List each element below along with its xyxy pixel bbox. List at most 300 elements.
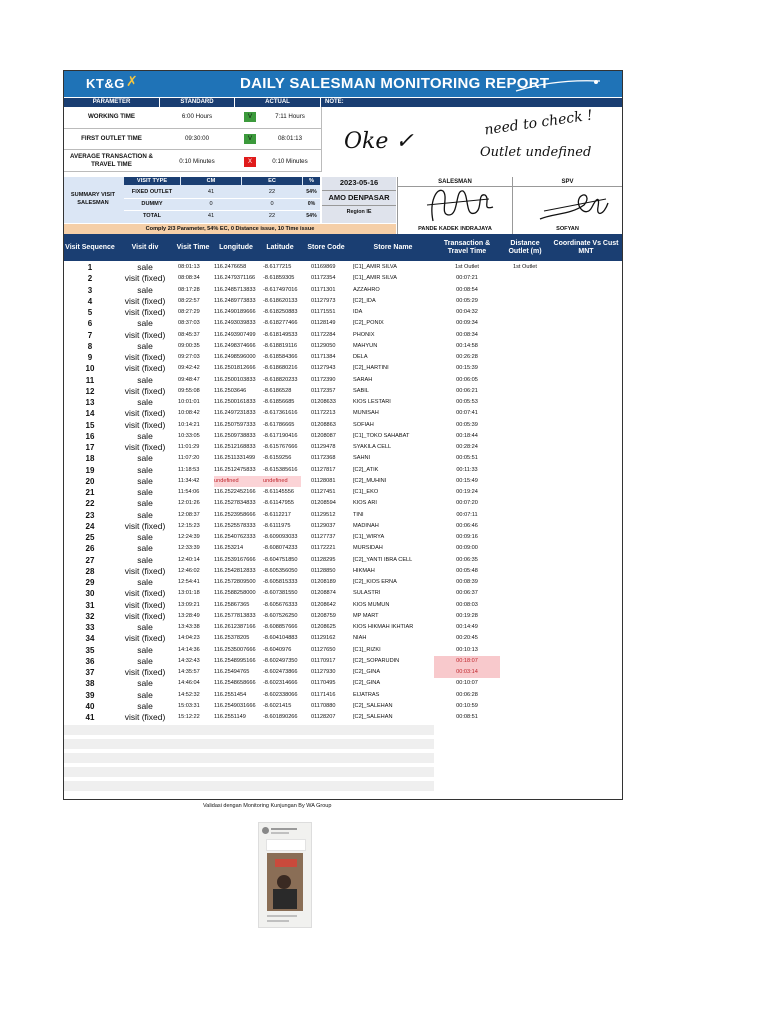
cell-visit-div: sale bbox=[137, 284, 153, 295]
cell-distance-outlet bbox=[500, 431, 550, 442]
cell-visit-div: visit (fixed) bbox=[124, 307, 166, 317]
table-row bbox=[64, 262, 622, 273]
cell-distance-outlet bbox=[500, 555, 550, 566]
cell-transaction-travel: 00:18:07 bbox=[434, 656, 500, 667]
cell-transaction-travel: 00:15:49 bbox=[456, 477, 478, 484]
cell-visit-div: visit (fixed) bbox=[124, 329, 166, 340]
summary-head-ec: EC bbox=[242, 177, 302, 185]
cell-visit-sequence: 36 bbox=[85, 656, 95, 666]
table-row bbox=[64, 420, 622, 431]
cell-transaction-travel: 00:04:32 bbox=[456, 309, 478, 315]
cell-distance-outlet bbox=[500, 622, 550, 633]
cell-transaction-travel: 00:11:33 bbox=[456, 466, 478, 473]
cell-transaction-travel: 00:07:21 bbox=[456, 275, 478, 282]
summary-type-dummy: DUMMY bbox=[141, 201, 163, 207]
cell-visit-sequence: 32 bbox=[85, 611, 95, 621]
cell-store-name: PHONIX bbox=[353, 331, 375, 338]
cell-longitude: 116.2509738833 bbox=[214, 432, 256, 439]
col-store-code: Store Code bbox=[307, 243, 345, 251]
table-row bbox=[64, 577, 622, 588]
cell-store-code: 01129037 bbox=[311, 522, 336, 529]
cell-distance-outlet bbox=[500, 577, 550, 588]
cell-store-name: [C2]_GINA bbox=[353, 680, 381, 687]
cell-store-code: 01208189 bbox=[311, 579, 336, 585]
cell-distance-outlet bbox=[500, 712, 550, 723]
cell-store-code: 01129478 bbox=[311, 444, 336, 450]
col-transaction-travel: Transaction & Travel Time bbox=[443, 239, 491, 255]
cell-longitude: 116.2493039833 bbox=[214, 320, 256, 327]
cell-store-code: 01208863 bbox=[311, 421, 336, 428]
cell-visit-time: 14:52:32 bbox=[178, 691, 200, 698]
area-name: AMO DENPASAR bbox=[328, 193, 390, 202]
cell-store-code: 01127817 bbox=[311, 466, 336, 473]
cell-visit-time: 13:01:18 bbox=[178, 590, 200, 597]
cell-store-code: 01127930 bbox=[311, 669, 336, 675]
param-label-first-outlet: FIRST OUTLET TIME bbox=[81, 135, 142, 142]
cell-visit-sequence: 3 bbox=[87, 285, 93, 295]
cell-longitude: 116.2485713833 bbox=[214, 286, 256, 293]
cell-visit-sequence: 8 bbox=[87, 341, 93, 351]
cell-visit-div: sale bbox=[137, 689, 153, 700]
table-row bbox=[64, 375, 622, 386]
cell-distance-outlet bbox=[500, 307, 550, 318]
divider bbox=[321, 107, 322, 172]
validation-caption: Validasi dengan Monitoring Kunjungan By WA Group bbox=[203, 803, 332, 809]
param-label-working-time: WORKING TIME bbox=[87, 113, 136, 120]
cell-visit-sequence: 14 bbox=[85, 409, 95, 419]
table-row bbox=[64, 690, 622, 701]
table-row bbox=[64, 408, 622, 419]
cell-latitude: -8.618820233 bbox=[263, 376, 298, 383]
cell-store-code: 01171384 bbox=[311, 354, 336, 360]
cell-visit-time: 14:14:36 bbox=[178, 646, 200, 653]
cell-longitude: 116.2527834833 bbox=[214, 500, 256, 507]
cell-latitude: -8.6186528 bbox=[263, 387, 292, 394]
param-standard-first-outlet: 09:30:00 bbox=[184, 135, 210, 142]
cell-distance-outlet bbox=[500, 341, 550, 352]
cell-visit-sequence: 25 bbox=[85, 533, 95, 542]
col-latitude: Latitude bbox=[266, 243, 294, 251]
cell-store-code: 01208594 bbox=[311, 500, 336, 507]
cell-longitude: undefined bbox=[214, 476, 264, 487]
cell-store-code: 01170495 bbox=[311, 680, 336, 687]
cell-distance-outlet bbox=[500, 611, 550, 622]
cell-visit-div: visit (fixed) bbox=[124, 610, 166, 621]
table-row bbox=[64, 476, 622, 487]
cell-visit-time: 11:54:06 bbox=[178, 489, 200, 495]
summary-cm-total: 41 bbox=[207, 213, 215, 219]
table-row bbox=[64, 386, 622, 397]
cell-visit-sequence: 31 bbox=[85, 600, 95, 610]
cell-latitude: -8.607526250 bbox=[263, 612, 298, 619]
cell-latitude: -8.61786665 bbox=[263, 421, 295, 428]
cell-visit-time: 13:43:38 bbox=[178, 624, 200, 630]
cell-visit-div: visit (fixed) bbox=[124, 588, 166, 599]
cell-visit-sequence: 21 bbox=[85, 488, 95, 497]
cell-latitude: -8.605815333 bbox=[263, 579, 298, 585]
cell-store-code: 01127650 bbox=[311, 646, 336, 653]
cell-visit-sequence: 39 bbox=[85, 690, 95, 700]
cell-transaction-travel: 00:09:16 bbox=[456, 534, 478, 540]
cell-latitude: -8.6177215 bbox=[263, 264, 292, 270]
cell-visit-time: 08:22:57 bbox=[178, 297, 200, 304]
cell-visit-time: 12:08:37 bbox=[178, 511, 200, 518]
table-row bbox=[64, 667, 622, 678]
summary-ec-total: 22 bbox=[268, 213, 276, 219]
cell-latitude: -8.607381550 bbox=[263, 590, 298, 597]
empty-row bbox=[64, 781, 434, 791]
cell-transaction-travel: 00:08:54 bbox=[456, 286, 478, 293]
cell-transaction-travel: 00:14:58 bbox=[456, 342, 478, 349]
table-row bbox=[64, 363, 622, 374]
table-row bbox=[64, 318, 622, 329]
cell-store-name: [C2]_KIOS ERNA bbox=[353, 579, 397, 585]
cell-latitude: -8.6111975 bbox=[263, 522, 291, 529]
comply-summary: Comply 2/3 Parameter, 54% EC, 0 Distance issue, 10 Time issue bbox=[64, 224, 396, 234]
person-head bbox=[277, 875, 291, 889]
cell-latitude: -8.6159256 bbox=[263, 455, 292, 462]
table-row bbox=[64, 622, 622, 633]
store-sign bbox=[275, 859, 297, 867]
cell-transaction-travel: 00:07:11 bbox=[456, 511, 478, 518]
cell-visit-time: 11:18:53 bbox=[178, 466, 200, 473]
cell-store-code: 01171301 bbox=[311, 286, 336, 293]
cell-visit-div: visit (fixed) bbox=[124, 408, 166, 419]
cell-visit-time: 12:54:41 bbox=[178, 579, 200, 585]
cell-latitude: -8.604751850 bbox=[263, 556, 298, 563]
summary-ec-dummy: 0 bbox=[270, 201, 274, 207]
cell-transaction-travel: 00:20:45 bbox=[456, 635, 478, 642]
cell-store-code: 01172390 bbox=[311, 376, 336, 383]
cell-distance-outlet bbox=[500, 645, 550, 656]
table-row bbox=[64, 645, 622, 656]
cell-latitude: -8.602338066 bbox=[263, 691, 298, 698]
cell-store-code: 01172354 bbox=[311, 275, 336, 282]
cell-transaction-travel: 00:10:13 bbox=[456, 646, 478, 653]
col-store-name: Store Name bbox=[373, 243, 413, 251]
cell-visit-div: sale bbox=[137, 262, 153, 272]
cell-transaction-travel: 00:05:48 bbox=[456, 567, 478, 574]
cell-visit-div: sale bbox=[137, 622, 153, 632]
cell-visit-sequence: 1 bbox=[87, 263, 93, 272]
cell-longitude: 116.2507597333 bbox=[214, 421, 256, 428]
cell-longitude: 116.2577813833 bbox=[214, 612, 256, 619]
cell-visit-sequence: 28 bbox=[85, 566, 95, 576]
cell-visit-time: 14:35:57 bbox=[178, 669, 200, 675]
cell-visit-sequence: 11 bbox=[85, 375, 95, 385]
cell-visit-sequence: 16 bbox=[85, 431, 95, 441]
cell-distance-outlet bbox=[500, 600, 550, 611]
table-row bbox=[64, 442, 622, 453]
cell-transaction-travel: 00:14:49 bbox=[456, 624, 478, 630]
divider bbox=[124, 198, 320, 199]
table-row bbox=[64, 352, 622, 363]
cell-visit-div: sale bbox=[137, 644, 153, 655]
cell-transaction-travel: 00:03:14 bbox=[434, 667, 500, 678]
cell-visit-div: visit (fixed) bbox=[124, 363, 166, 374]
cell-visit-sequence: 35 bbox=[85, 645, 95, 655]
cell-visit-div: visit (fixed) bbox=[124, 520, 166, 531]
cell-store-name: [C1]_TOKO SAHABAT bbox=[353, 432, 410, 439]
cell-transaction-travel: 00:07:20 bbox=[456, 500, 478, 507]
cell-longitude: 116.2512168833 bbox=[214, 444, 256, 450]
cell-visit-sequence: 19 bbox=[85, 465, 95, 475]
divider bbox=[124, 210, 320, 211]
param-header-note: NOTE: bbox=[321, 98, 622, 107]
cell-longitude: 116.2500103833 bbox=[214, 376, 256, 383]
chat-photo bbox=[267, 853, 303, 911]
cell-store-name: [C2]_GINA bbox=[353, 669, 381, 675]
cell-visit-time: 15:03:31 bbox=[178, 702, 200, 709]
cell-store-name: [C2]_YANTI IBRA CELL bbox=[353, 556, 413, 563]
cell-visit-time: 08:37:03 bbox=[178, 320, 200, 327]
cell-transaction-travel: 00:06:21 bbox=[456, 387, 478, 394]
cell-transaction-travel: 00:19:24 bbox=[456, 489, 478, 495]
cell-store-code: 01129162 bbox=[311, 635, 336, 642]
cell-latitude: -8.615767666 bbox=[263, 444, 298, 450]
cell-transaction-travel: 00:10:59 bbox=[456, 702, 478, 709]
cell-visit-sequence: 24 bbox=[85, 521, 95, 531]
cell-visit-sequence: 4 bbox=[87, 296, 93, 306]
cell-visit-div: sale bbox=[137, 430, 153, 441]
cell-distance-outlet: 1st Outlet bbox=[513, 264, 537, 270]
cell-visit-time: 08:27:29 bbox=[178, 309, 200, 315]
cell-transaction-travel: 00:28:24 bbox=[456, 444, 478, 450]
table-row bbox=[64, 521, 622, 532]
cell-visit-time: 12:40:14 bbox=[178, 556, 200, 563]
cell-latitude: -8.6021415 bbox=[263, 702, 292, 709]
cell-transaction-travel: 00:18:44 bbox=[456, 432, 478, 439]
cell-longitude: 116.2548658666 bbox=[214, 680, 256, 687]
cell-transaction-travel: 00:26:28 bbox=[456, 354, 478, 360]
cell-visit-time: 13:09:21 bbox=[178, 601, 200, 608]
cell-store-code: 01128207 bbox=[311, 714, 336, 720]
cell-visit-sequence: 23 bbox=[85, 510, 95, 520]
avatar bbox=[262, 827, 269, 834]
cell-store-name: [C2]_ATIK bbox=[353, 466, 379, 473]
param-flag-avg-transaction: X bbox=[244, 157, 256, 167]
cell-distance-outlet bbox=[500, 656, 550, 667]
cell-longitude: 116.2551149 bbox=[214, 714, 246, 720]
cell-visit-div: sale bbox=[137, 498, 153, 509]
divider bbox=[322, 205, 396, 206]
cell-visit-div: sale bbox=[137, 509, 153, 520]
cell-longitude: 116.2523958666 bbox=[214, 511, 256, 518]
cell-visit-sequence: 34 bbox=[85, 634, 95, 644]
cell-store-code: 01128295 bbox=[311, 556, 336, 563]
cell-distance-outlet bbox=[500, 510, 550, 521]
cell-transaction-travel: 00:09:34 bbox=[456, 320, 478, 327]
table-row bbox=[64, 498, 622, 509]
cell-transaction-travel: 00:05:39 bbox=[456, 421, 478, 428]
cell-latitude: undefined bbox=[263, 476, 301, 487]
cell-latitude: -8.617497016 bbox=[263, 286, 298, 293]
cell-store-name: TINI bbox=[353, 511, 364, 518]
company-logo: KT&G bbox=[86, 76, 125, 91]
cell-store-name: [C2]_SOPARUDIN bbox=[353, 657, 400, 664]
cell-visit-time: 14:46:04 bbox=[178, 680, 200, 687]
cell-store-code: 01172368 bbox=[311, 455, 336, 462]
cell-latitude: -8.618277466 bbox=[263, 320, 298, 327]
cell-transaction-travel: 00:06:05 bbox=[456, 376, 478, 383]
cell-distance-outlet bbox=[500, 476, 550, 487]
chat-text-line bbox=[267, 920, 289, 922]
cell-visit-div: sale bbox=[137, 340, 153, 351]
cell-visit-time: 10:08:42 bbox=[178, 410, 200, 417]
cell-transaction-travel: 00:08:39 bbox=[456, 579, 478, 585]
cell-store-name: EIJATRAS bbox=[353, 691, 380, 698]
cell-visit-sequence: 12 bbox=[85, 386, 95, 396]
cell-visit-time: 08:01:13 bbox=[178, 264, 200, 270]
cell-distance-outlet bbox=[500, 420, 550, 431]
cell-longitude: 116.2489773833 bbox=[214, 297, 256, 304]
cell-longitude: 116.2501812666 bbox=[214, 365, 256, 372]
cell-visit-div: sale bbox=[137, 475, 153, 486]
cell-visit-div: visit (fixed) bbox=[124, 599, 166, 610]
cell-latitude: -8.615385616 bbox=[263, 466, 298, 473]
cell-latitude: -8.602314666 bbox=[263, 680, 298, 687]
chat-text-line bbox=[271, 828, 297, 830]
cell-longitude: 116.2588258000 bbox=[214, 590, 256, 597]
cell-longitude: 116.25494765 bbox=[214, 669, 250, 675]
cell-store-name: SABIL bbox=[353, 387, 369, 394]
cell-latitude: -8.605676333 bbox=[263, 601, 298, 608]
cell-store-name: KIOS LESTARI bbox=[353, 399, 391, 405]
cell-store-code: 01170880 bbox=[311, 702, 336, 709]
cell-store-code: 01172357 bbox=[311, 387, 336, 394]
cell-visit-sequence: 37 bbox=[85, 668, 95, 677]
cell-distance-outlet bbox=[500, 296, 550, 307]
chat-text-line bbox=[267, 915, 297, 917]
param-actual-avg-transaction: 0:10 Minutes bbox=[272, 158, 308, 165]
cell-store-name: KIOS HIKMAH IKHTIAR bbox=[353, 624, 414, 630]
param-label-avg-transaction: AVERAGE TRANSACTION & TRAVEL TIME bbox=[69, 153, 154, 168]
cell-store-code: 01172284 bbox=[311, 331, 336, 338]
col-visit-sequence: Visit Sequence bbox=[65, 243, 115, 251]
cell-visit-time: 12:33:39 bbox=[178, 545, 200, 552]
table-row bbox=[64, 510, 622, 521]
region-name: Region IE bbox=[346, 209, 372, 215]
logo-swoosh-icon: ✗ bbox=[126, 73, 138, 89]
table-row bbox=[64, 588, 622, 599]
salesman-name: PANDE KADEK INDRAJAYA bbox=[418, 226, 492, 232]
cell-visit-time: 09:48:47 bbox=[178, 376, 200, 383]
table-row bbox=[64, 487, 622, 498]
cell-store-code: 01129050 bbox=[311, 342, 336, 349]
cell-visit-time: 08:17:28 bbox=[178, 286, 200, 293]
cell-store-code: 01171551 bbox=[311, 309, 336, 315]
param-header-parameter: PARAMETER bbox=[64, 98, 159, 107]
summary-pct-dummy: 0% bbox=[307, 201, 316, 207]
summary-cm-dummy: 0 bbox=[209, 201, 213, 207]
cell-distance-outlet bbox=[500, 397, 550, 408]
cell-store-code: 01129512 bbox=[311, 511, 336, 518]
spv-head: SPV bbox=[561, 179, 574, 185]
empty-row bbox=[64, 753, 434, 763]
chat-bubble bbox=[266, 839, 306, 851]
cell-transaction-travel: 00:09:00 bbox=[456, 545, 478, 552]
cell-store-code: 01128081 bbox=[311, 477, 336, 484]
cell-store-name: AZZAHRO bbox=[353, 286, 380, 293]
col-longitude: Longitude bbox=[219, 243, 253, 251]
cell-latitude: -8.601890266 bbox=[263, 714, 298, 720]
cell-visit-sequence: 10 bbox=[85, 364, 95, 374]
cell-visit-sequence: 33 bbox=[85, 623, 95, 632]
cell-longitude: 116.2548995166 bbox=[214, 657, 256, 664]
param-header-actual: ACTUAL bbox=[235, 98, 320, 107]
cell-latitude: -8.61147955 bbox=[263, 500, 295, 507]
cell-distance-outlet bbox=[500, 408, 550, 419]
table-row bbox=[64, 543, 622, 554]
table-row bbox=[64, 285, 622, 296]
cell-visit-sequence: 40 bbox=[85, 701, 95, 711]
table-row bbox=[64, 678, 622, 689]
cell-latitude: -8.618250883 bbox=[263, 309, 298, 315]
cell-store-name: MADINAH bbox=[353, 522, 379, 529]
cell-visit-div: sale bbox=[137, 374, 153, 385]
table-row bbox=[64, 431, 622, 442]
cell-visit-div: visit (fixed) bbox=[124, 385, 166, 396]
cell-transaction-travel: 00:05:53 bbox=[456, 399, 478, 405]
cell-visit-div: visit (fixed) bbox=[124, 667, 166, 677]
cell-visit-div: sale bbox=[137, 397, 153, 407]
cell-distance-outlet bbox=[500, 543, 550, 554]
cell-transaction-travel: 00:08:03 bbox=[456, 601, 478, 608]
cell-visit-time: 09:00:35 bbox=[178, 342, 200, 349]
cell-visit-div: sale bbox=[137, 487, 153, 497]
cell-transaction-travel: 00:05:29 bbox=[456, 297, 478, 304]
cell-latitude: -8.617361616 bbox=[263, 410, 298, 417]
cell-transaction-travel: 00:06:35 bbox=[456, 556, 478, 563]
cell-distance-outlet bbox=[500, 701, 550, 712]
col-distance-outlet: Distance Outlet (m) bbox=[508, 239, 542, 255]
cell-longitude: 116.2511331499 bbox=[214, 455, 256, 462]
table-row bbox=[64, 701, 622, 712]
cell-store-name: IDA bbox=[353, 309, 363, 315]
cell-visit-sequence: 18 bbox=[85, 454, 95, 464]
cell-visit-time: 10:14:21 bbox=[178, 421, 200, 428]
report-date: 2023-05-16 bbox=[339, 178, 379, 187]
cell-distance-outlet bbox=[500, 273, 550, 284]
table-row bbox=[64, 555, 622, 566]
salesman-head: SALESMAN bbox=[438, 179, 472, 185]
table-row bbox=[64, 633, 622, 644]
cell-store-code: 01172213 bbox=[311, 410, 336, 417]
cell-visit-sequence: 20 bbox=[85, 476, 95, 486]
cell-store-code: 01208625 bbox=[311, 624, 336, 630]
param-actual-first-outlet: 08:01:13 bbox=[277, 135, 303, 142]
cell-visit-time: 13:28:49 bbox=[178, 612, 200, 619]
cell-store-name: [C1]_AMIR SILVA bbox=[353, 264, 397, 270]
cell-distance-outlet bbox=[500, 318, 550, 329]
summary-head-cm: CM bbox=[181, 177, 241, 185]
cell-latitude: -8.61145556 bbox=[263, 489, 295, 495]
cell-store-code: 01208633 bbox=[311, 399, 336, 405]
cell-store-name: KIOS ARI bbox=[353, 500, 377, 507]
cell-store-name: [C1]_EKO bbox=[353, 489, 379, 495]
cell-transaction-travel: 00:06:46 bbox=[456, 522, 478, 529]
cell-visit-div: sale bbox=[137, 655, 153, 666]
col-visit-div: Visit div bbox=[131, 243, 159, 251]
cell-visit-sequence: 5 bbox=[87, 308, 93, 317]
cell-store-code: 01208874 bbox=[311, 590, 336, 597]
table-row bbox=[64, 341, 622, 352]
cell-visit-div: sale bbox=[137, 464, 153, 475]
param-flag-working-time: V bbox=[244, 112, 256, 122]
cell-visit-sequence: 29 bbox=[85, 578, 95, 587]
cell-visit-div: sale bbox=[137, 318, 153, 329]
cell-transaction-travel: 00:07:41 bbox=[456, 410, 478, 417]
